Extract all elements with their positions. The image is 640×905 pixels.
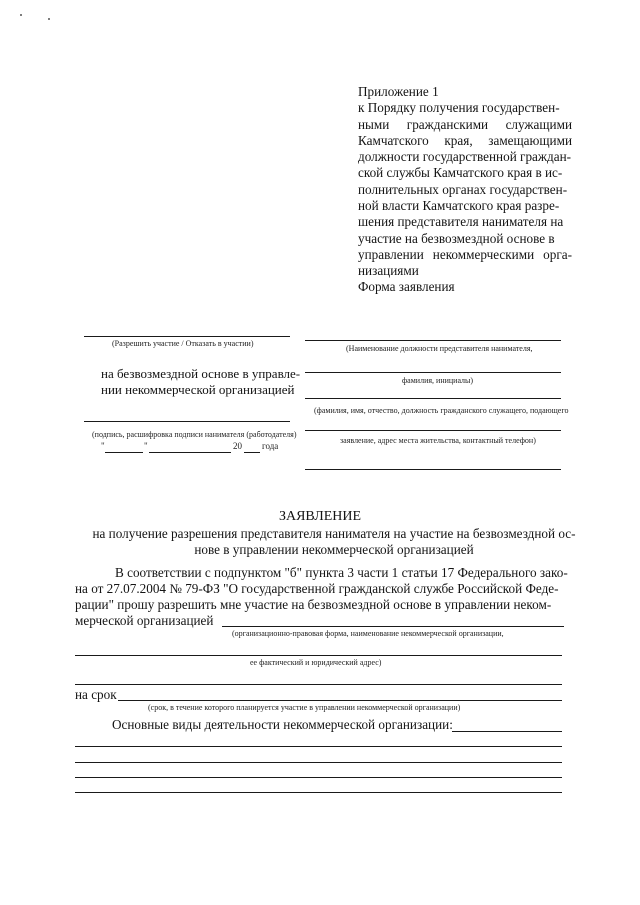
contact-line[interactable] <box>305 469 561 470</box>
organization-address-caption: ее фактический и юридический адрес) <box>250 658 382 667</box>
resolution-text-2: нии некоммерческой организацией <box>101 382 295 397</box>
organization-caption: (организационно-правовая форма, наименование некоммерческой организации, <box>232 629 504 638</box>
date-quote-close: " <box>144 441 148 451</box>
addressee-name-caption: фамилия, инициалы) <box>402 376 474 385</box>
appendix-line: низациями <box>358 263 419 279</box>
employee-address-caption: заявление, адрес места жительства, контактный телефон) <box>340 436 536 445</box>
appendix-block <box>358 84 572 280</box>
date-year-line[interactable] <box>244 452 260 453</box>
activities-line-0[interactable] <box>452 731 562 732</box>
statement-para-1: В соответствии с подпунктом "б" пункта 3 части 1 статьи 17 Федерального зако- <box>115 565 568 580</box>
resolution-caption: (Разрешить участие / Отказать в участии) <box>112 339 254 348</box>
statement-para-2: на от 27.07.2004 № 79-ФЗ "О государственной гражданской службе Российской Феде- <box>75 581 559 596</box>
date-year-suffix: года <box>262 441 279 451</box>
appendix-line: ской службы Камчатского края в ис- <box>358 165 563 181</box>
appendix-line: к Порядку получения государствен- <box>358 100 560 116</box>
statement-para-4: мерческой организацией <box>75 613 214 628</box>
appendix-line: шения представителя нанимателя на <box>358 214 564 230</box>
appendix-line: Камчатского края, замещающими <box>358 132 572 148</box>
appendix-line: должности государственной граждан- <box>358 149 572 165</box>
employee-caption: (фамилия, имя, отчество, должность гражданского служащего, подающего <box>314 406 569 415</box>
addressee-name-line[interactable] <box>305 372 561 373</box>
date-month-line[interactable] <box>149 452 231 453</box>
appendix-line: управлении некоммерческими орга- <box>358 246 572 262</box>
signature-caption: (подпись, расшифровка подписи нанимателя (работодателя) <box>92 430 297 439</box>
form-title: Форма заявления <box>358 279 455 294</box>
addressee-position-line[interactable] <box>305 340 561 341</box>
scan-speck <box>48 18 50 20</box>
activities-label: Основные виды деятельности некоммерческой организации: <box>112 717 453 732</box>
appendix-line: полнительных органах государствен- <box>358 181 568 197</box>
employee-line[interactable] <box>305 398 561 399</box>
addressee-position-caption: (Наименование должности представителя нанимателя, <box>346 344 533 353</box>
date-year-prefix: 20 <box>233 441 242 451</box>
statement-title: ЗАЯВЛЕНИЕ <box>278 509 362 524</box>
statement-subtitle-2: нове в управлении некоммерческой организацией <box>194 542 474 557</box>
signature-line[interactable] <box>84 421 290 422</box>
term-label: на срок <box>75 687 117 702</box>
activities-line-3[interactable] <box>75 777 562 778</box>
activities-line-4[interactable] <box>75 792 562 793</box>
statement-subtitle-1: на получение разрешения представителя нанимателя на участие на безвозмездной ос- <box>92 526 576 541</box>
appendix-line: ными гражданскими служащими <box>358 116 572 132</box>
statement-para-3: рации" прошу разрешить мне участие на безвозмездной основе в управлении неком- <box>75 597 552 612</box>
activities-line-2[interactable] <box>75 762 562 763</box>
appendix-line: Приложение 1 <box>358 84 439 99</box>
appendix-line: участие на безвозмездной основе в <box>358 230 555 246</box>
term-line[interactable] <box>118 700 562 701</box>
activities-line-1[interactable] <box>75 746 562 747</box>
organization-address-line[interactable] <box>75 655 562 656</box>
date-day-line[interactable] <box>105 452 143 453</box>
date-quote-open: " <box>101 441 105 451</box>
organization-extra-line[interactable] <box>75 684 562 685</box>
employee-address-line[interactable] <box>305 430 561 431</box>
resolution-line[interactable] <box>84 336 290 337</box>
scan-speck <box>20 14 22 16</box>
resolution-text-1: на безвозмездной основе в управле- <box>101 366 301 381</box>
term-caption: (срок, в течение которого планируется участие в управлении некоммерческой организации) <box>148 703 461 712</box>
organization-line[interactable] <box>222 626 564 627</box>
appendix-line: ной власти Камчатского края разре- <box>358 198 560 214</box>
